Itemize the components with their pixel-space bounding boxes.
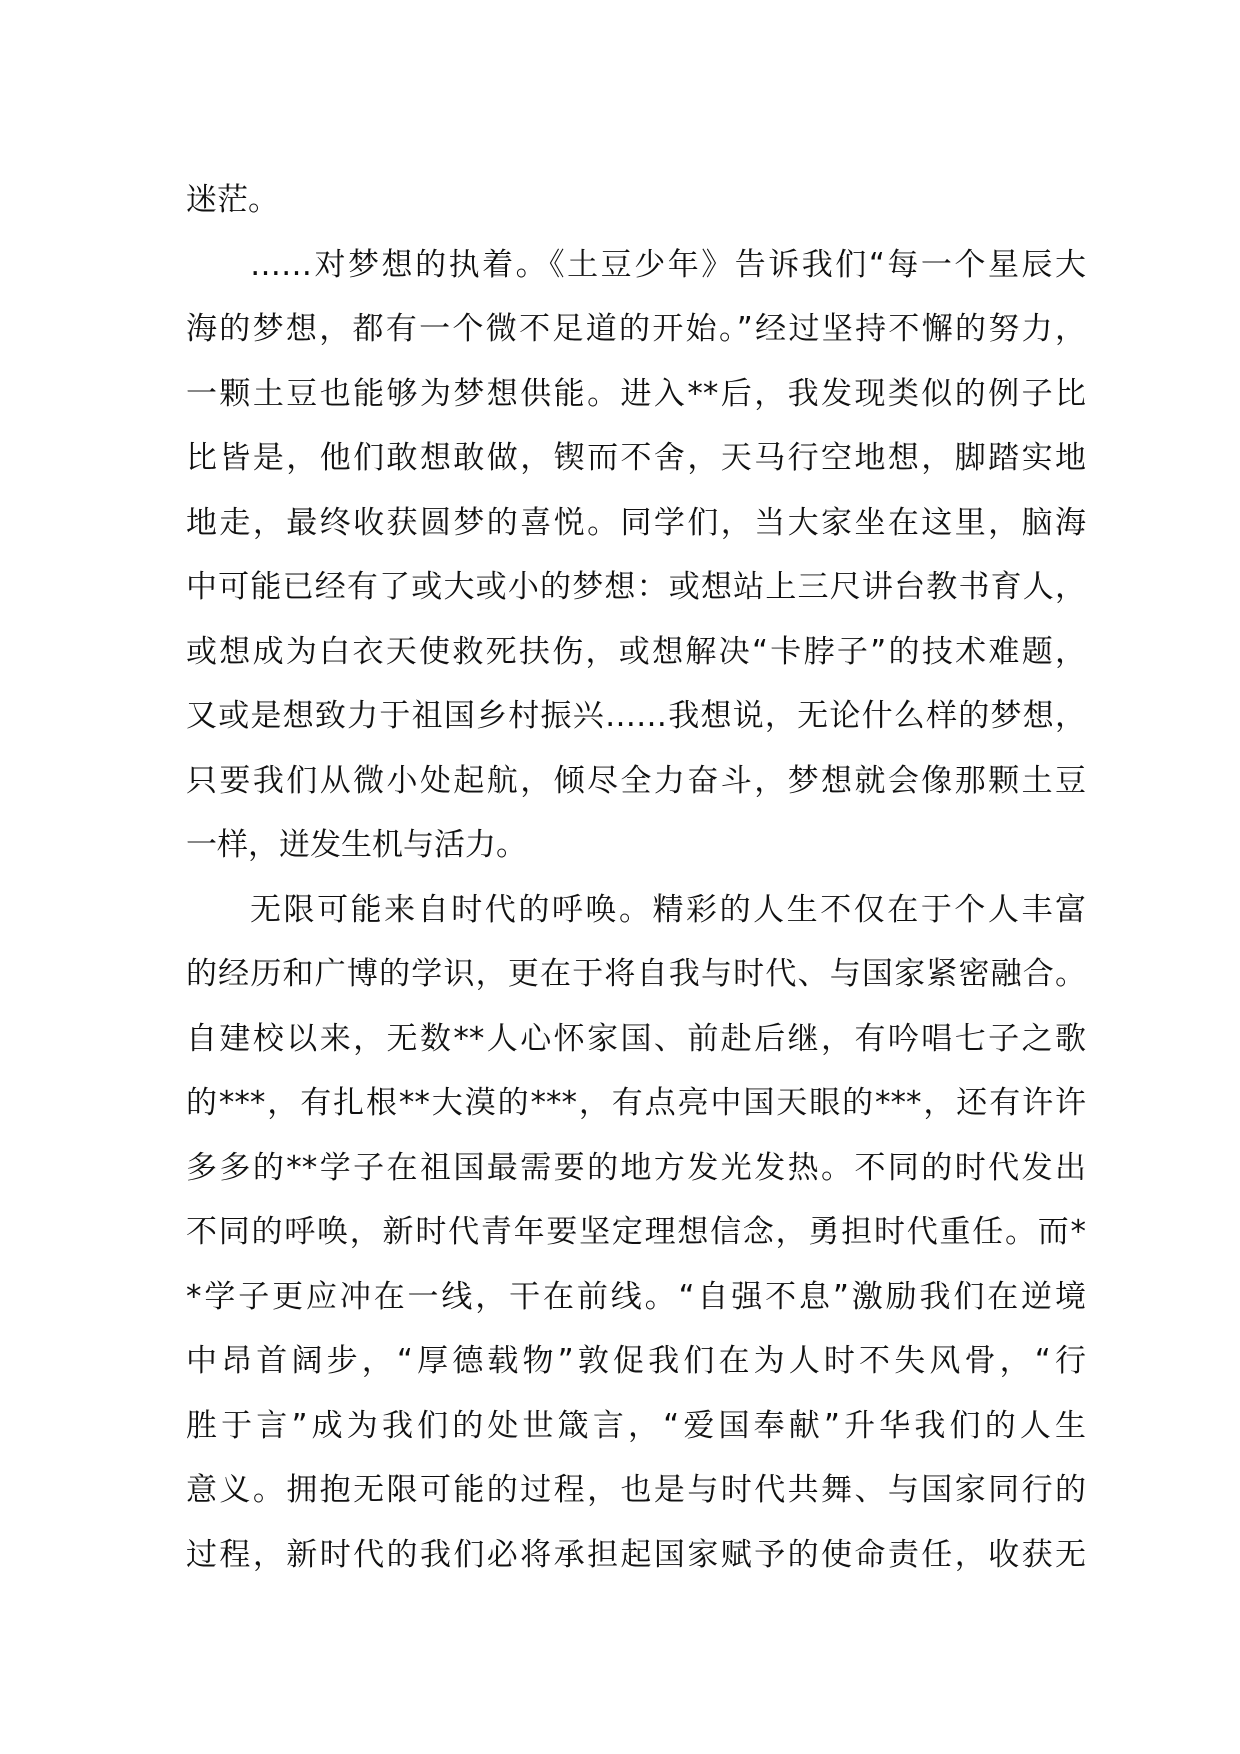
text-line: 的***，有扎根**大漠的***，有点亮中国天眼的***，还有许许 bbox=[186, 1085, 1086, 1121]
text-line: 又或是想致力于祖国乡村振兴……我想说，无论什么样的梦想， bbox=[186, 698, 1086, 734]
text-line: 地走，最终收获圆梦的喜悦。同学们，当大家坐在这里，脑海 bbox=[186, 504, 1086, 541]
text-line: 胜于言”成为我们的处世箴言，“爱国奉献”升华我们的人生 bbox=[186, 1407, 1086, 1444]
text-line: 自建校以来，无数**人心怀家国、前赴后继，有吟唱七子之歌 bbox=[186, 1020, 1086, 1057]
text-line: 多多的**学子在祖国最需要的地方发光发热。不同的时代发出 bbox=[186, 1149, 1086, 1186]
text-line: 海的梦想，都有一个微不足道的开始。”经过坚持不懈的努力， bbox=[186, 311, 1086, 347]
text-line: 无限可能来自时代的呼唤。精彩的人生不仅在于个人丰富 bbox=[250, 891, 1086, 928]
text-line: 比皆是，他们敢想敢做，锲而不舍，天马行空地想，脚踏实地 bbox=[186, 440, 1086, 476]
text-line: 迷茫。 bbox=[186, 182, 279, 218]
text-line: 中可能已经有了或大或小的梦想：或想站上三尺讲台教书育人， bbox=[186, 569, 1086, 605]
text-line: ……对梦想的执着。《土豆少年》告诉我们“每一个星辰大 bbox=[250, 246, 1086, 283]
text-line: 一样，迸发生机与活力。 bbox=[186, 827, 527, 863]
text-line: 一颗土豆也能够为梦想供能。进入**后，我发现类似的例子比 bbox=[186, 375, 1086, 412]
text-line: 意义。拥抱无限可能的过程，也是与时代共舞、与国家同行的 bbox=[186, 1472, 1086, 1508]
text-line: *学子更应冲在一线，干在前线。“自强不息”激励我们在逆境 bbox=[186, 1278, 1086, 1315]
text-line: 的经历和广博的学识，更在于将自我与时代、与国家紧密融合。 bbox=[186, 956, 1086, 992]
text-line: 或想成为白衣天使救死扶伤，或想解决“卡脖子”的技术难题， bbox=[186, 633, 1086, 670]
text-line: 不同的呼唤，新时代青年要坚定理想信念，勇担时代重任。而* bbox=[186, 1214, 1086, 1250]
body-text bbox=[186, 168, 1086, 1587]
text-line: 中昂首阔步，“厚德载物”敦促我们在为人时不失风骨，“行 bbox=[186, 1343, 1086, 1379]
text-line: 过程，新时代的我们必将承担起国家赋予的使命责任，收获无 bbox=[186, 1536, 1086, 1573]
text-line: 只要我们从微小处起航，倾尽全力奋斗，梦想就会像那颗土豆 bbox=[186, 762, 1086, 799]
